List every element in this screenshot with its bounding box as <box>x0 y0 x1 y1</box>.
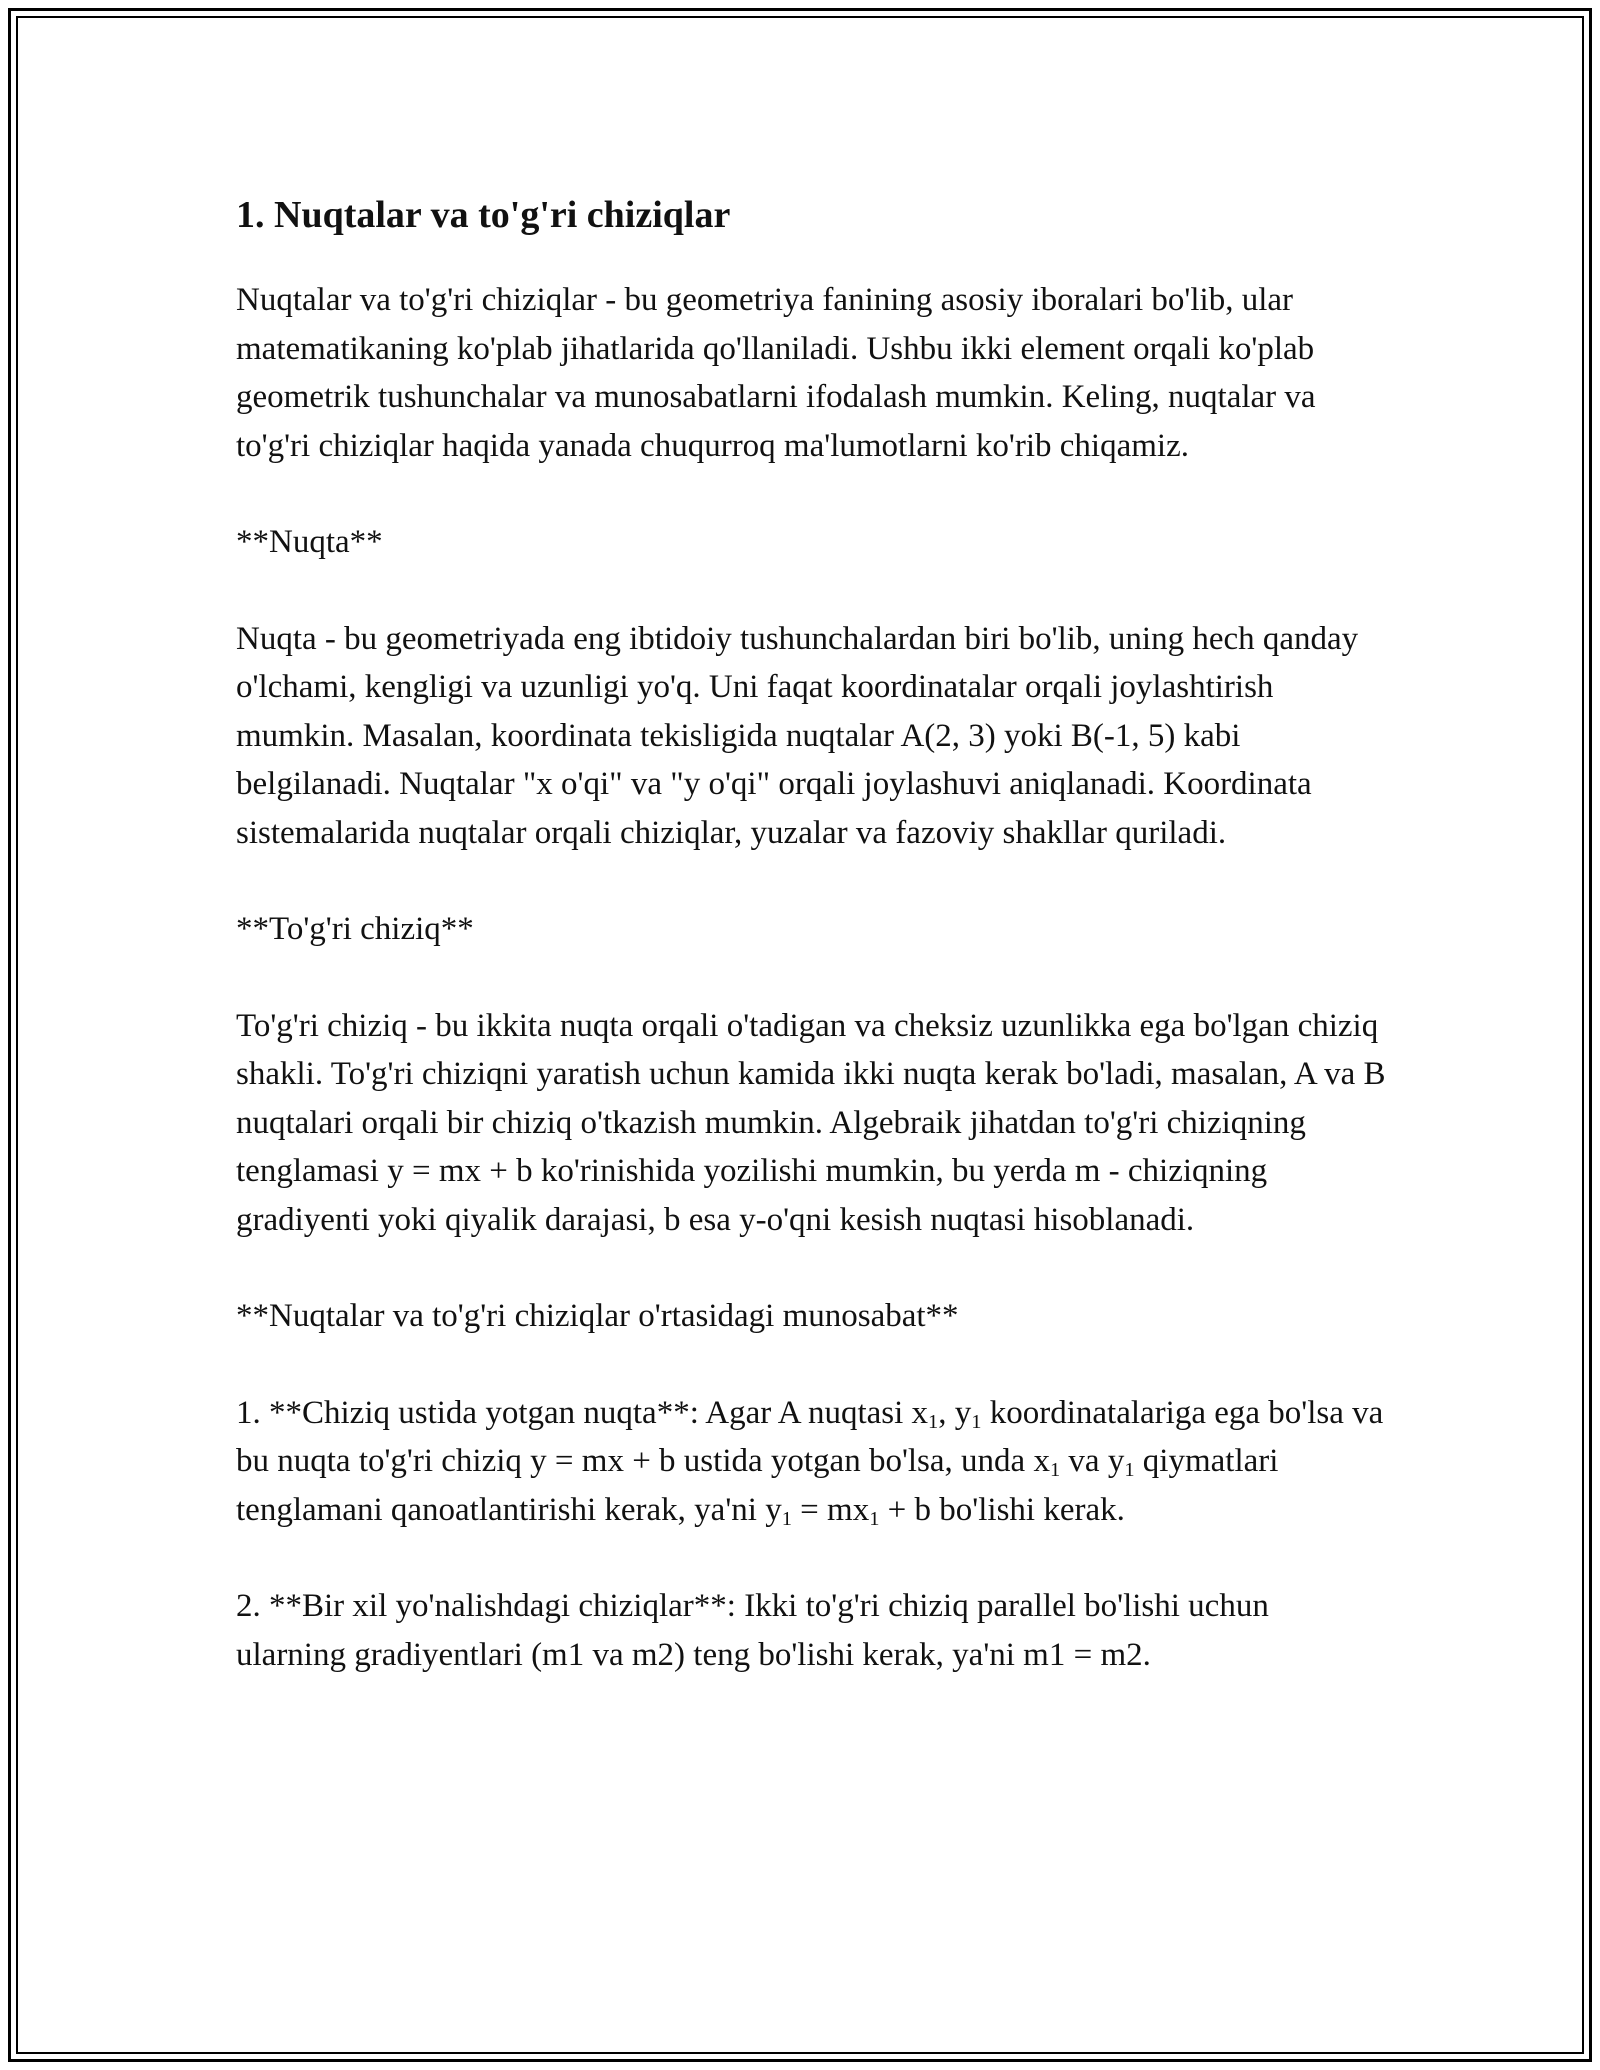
item1-sub-6: 1 <box>869 1507 880 1530</box>
item1-sub-1: 1 <box>928 1410 939 1433</box>
togri-chiziq-paragraph: To'g'ri chiziq - bu ikkita nuqta orqali o'tadigan va cheksiz uzunlikka ega bo'lgan chiziq shakli. To'g'ri chiziqni yaratish uchun kamida ikki nuqta kerak bo'ladi, masalan, A va B nuqtalari orqali bir chiziq o'tkazish mumkin. Algebraik jihatdan to'g'ri chiziqning tenglamasi y = mx + b ko'rinishida yozilishi mumkin, bu yerda m - chiziqning gradiyenti yoki qiyalik darajasi, b esa y-o'qni kesish nuqtasi hisoblanadi. <box>236 1007 1386 1238</box>
item1-text-4: va y <box>1060 1443 1125 1479</box>
item1-sub-3: 1 <box>1049 1459 1061 1482</box>
item1-sub-5: 1 <box>781 1507 792 1530</box>
nuqta-paragraph: Nuqta - bu geometriyada eng ibtidoiy tushunchalardan biri bo'lib, uning hech qanday o'lchami, kengligi va uzunligi yo'q. Uni faqat koordinatalar orqali joylashtirish mumkin. Masalan, koordinata tekisligida nuqtalar A(2, 3) yoki B(-1, 5) kabi belgilanadi. Nuqtalar "x o'qi" va "y o'qi" orqali joylashuvi aniqlanadi. Koordinata sistemalarida nuqtalar orqali chiziqlar, yuzalar va fazoviy shakllar quriladi. <box>236 620 1359 851</box>
item1-text-3: koordinatalariga ega bo'lsa va bu nuqta to'g'ri chiziq y = mx + b ustida yotgan bo'lsa, unda x <box>236 1394 1384 1479</box>
nuqta-subheading: **Nuqta** <box>236 524 383 560</box>
munosabat-subheading: **Nuqtalar va to'g'ri chiziqlar o'rtasidagi munosabat** <box>236 1298 959 1334</box>
list-item-2: 2. **Bir xil yo'nalishdagi chiziqlar**: Ikki to'g'ri chiziq parallel bo'lishi uchun ularning gradiyentlari (m1 va m2) teng bo'lishi kerak, ya'ni m1 = m2. <box>236 1588 1269 1673</box>
item1-text-6: = mx <box>791 1491 870 1528</box>
item1-sub-4: 1 <box>1124 1459 1135 1482</box>
item1-text-2: , y <box>938 1394 972 1431</box>
item1-text-1: 1. **Chiziq ustida yotgan nuqta**: Agar A nuqtasi x <box>236 1394 929 1431</box>
document-body <box>236 180 1386 1727</box>
item1-sub-2: 1 <box>971 1410 982 1433</box>
intro-paragraph: Nuqtalar va to'g'ri chiziqlar - bu geometriya fanining asosiy iboralari bo'lib, ular matematikaning ko'plab jihatlarida qo'llaniladi. Ushbu ikki element orqali ko'plab geometrik tushunchalar va munosabatlarni ifodalash mumkin. Keling, nuqtalar va to'g'ri chiziqlar haqida yanada chuqurroq ma'lumotlarni ko'rib chiqamiz. <box>236 282 1316 464</box>
item1-text-7: + b bo'lishi kerak. <box>879 1491 1125 1528</box>
item1-text-5: qiymatlari tenglamani qanoatlantirishi kerak, ya'ni y <box>236 1443 1279 1528</box>
section-heading: 1. Nuqtalar va to'g'ri chiziqlar <box>236 194 731 236</box>
list-item-1 <box>236 1389 1386 1535</box>
togri-chiziq-subheading: **To'g'ri chiziq** <box>236 911 474 947</box>
